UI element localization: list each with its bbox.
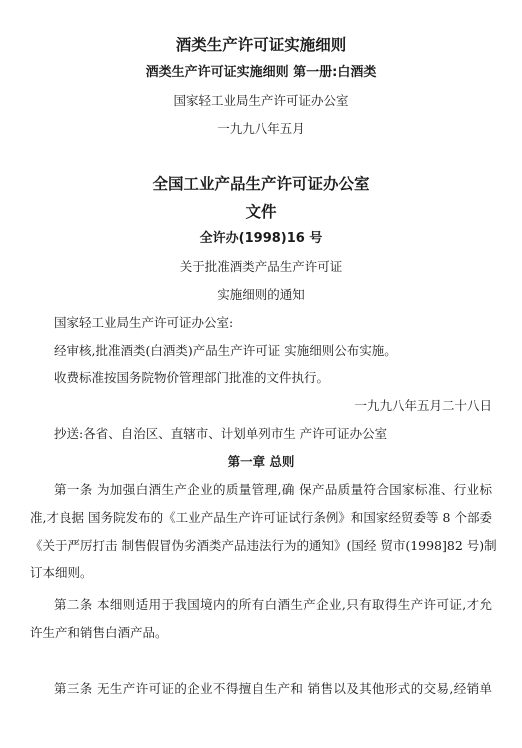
- chapter-heading: 第一章 总则: [227, 454, 295, 469]
- doc-number: 全许办(1998)16 号: [199, 231, 323, 246]
- article-1-line: 订本细则。: [30, 565, 93, 580]
- page-title: 酒类生产许可证实施细则: [175, 36, 347, 54]
- sign-date: 一九九八年五月二十八日: [354, 398, 492, 413]
- article-2-line: 第二条 本细则适用于我国境内的所有白酒生产企业,只有取得生产许可证,才允: [54, 597, 492, 612]
- issuer: 国家轻工业局生产许可证办公室: [173, 93, 349, 108]
- doc-subject-line2: 实施细则的通知: [217, 287, 305, 302]
- body-paragraph: 收费标准按国务院物价管理部门批准的文件执行。: [54, 370, 330, 385]
- article-3-line: 第三条 无生产许可证的企业不得擅自生产和 销售以及其他形式的交易,经销单: [54, 681, 492, 696]
- addressee: 国家轻工业局生产许可证办公室:: [54, 315, 234, 330]
- page-subtitle: 酒类生产许可证实施细则 第一册:白酒类: [145, 65, 377, 80]
- doc-subject-line1: 关于批准酒类产品生产许可证: [179, 259, 343, 274]
- article-2-line: 许生产和销售白酒产品。: [30, 625, 168, 640]
- doc-org: 全国工业产品生产许可证办公室: [152, 175, 370, 193]
- article-1-line: 第一条 为加强白酒生产企业的质量管理,确 保产品质量符合国家标准、行业标: [54, 482, 492, 497]
- doc-kind: 文件: [245, 203, 277, 221]
- cc-line: 抄送:各省、自治区、直辖市、计划单列市生 产许可证办公室: [54, 426, 388, 441]
- body-paragraph: 经审核,批准酒类(白酒类)产品生产许可证 实施细则公布实施。: [54, 343, 397, 358]
- article-1-line: 准,才良据 国务院发布的《工业产品生产许可证试行条例》和国家经贸委等 8 个部委: [30, 510, 492, 525]
- issue-date: 一九九八年五月: [217, 121, 305, 136]
- article-1-line: 《关于严厉打击 制售假冒伪劣酒类产品违法行为的通知》(国经 贸市(1998]82 号)制: [30, 538, 497, 553]
